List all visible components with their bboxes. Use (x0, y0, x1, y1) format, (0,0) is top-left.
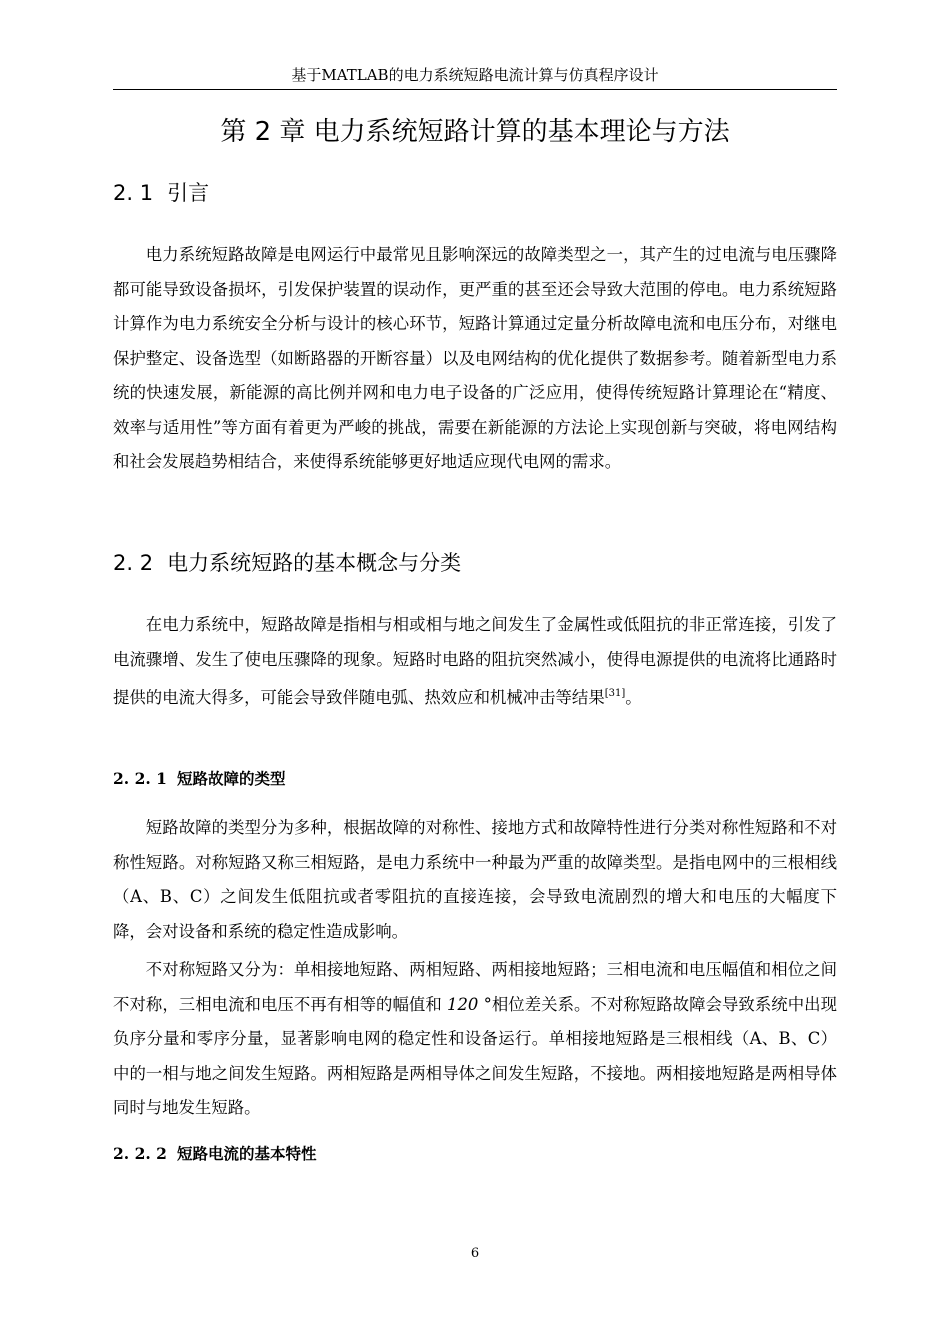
subsection-heading-2-2-1 (113, 767, 285, 791)
fault-types-text-cont: 相位差关系。不对称短路故障会导致系统中出现负序分量和零序分量，显著影响电网的稳定性和设备运行。单相接地短路是三根相线（A、B、C）中的一相与地之间发生短路。两相短路是两相导体之间发生短路，不接地。两相接地短路是两相导体同时与地发生短路。 (113, 994, 837, 1117)
fault-types-text: 不对称短路又分为：单相接地短路、两相短路、两相接地短路；三相电流和电压幅值和相位之间不对称，三相电流和电压不再有相等的幅值和 (113, 960, 837, 1014)
subsection-heading-2-2-2 (113, 1142, 316, 1166)
intro-paragraph: 电力系统短路故障是电网运行中最常见且影响深远的故障类型之一，其产生的过电流与电压骤降都可能导致设备损坏，引发保护装置的误动作，更严重的甚至还会导致大范围的停电。电力系统短路计算作为电力系统安全分析与设计的核心环节，短路计算通过定量分析故障电流和电压分布，对继电保护整定、设备选型（如断路器的开断容量）以及电网结构的优化提供了数据参考。随着新型电力系统的快速发展，新能源的高比例并网和电力电子设备的广泛应用，使得传统短路计算理论在“精度、效率与适用性”等方面有着更为严峻的挑战，需要在新能源的方法论上实现创新与突破，将电网结构和社会发展趋势相结合，来使得系统能够更好地适应现代电网的需求。 (113, 245, 837, 471)
section-heading-2-1 (113, 178, 209, 208)
chapter-title: 第 2 章 电力系统短路计算的基本理论与方法 (220, 117, 730, 147)
subsection-title: 短路电流的基本特性 (176, 1144, 317, 1163)
page-number: 6 (470, 1246, 480, 1261)
concept-paragraph (113, 608, 837, 716)
subsection-number: 2. 2. 2 (113, 1144, 167, 1163)
subsection-number: 2. 2. 1 (113, 769, 167, 788)
section-number: 2. 2 (113, 551, 154, 575)
running-header: 基于MATLAB的电力系统短路电流计算与仿真程序设计 (291, 66, 659, 84)
section-title: 引言 (167, 181, 210, 205)
subsection-title: 短路故障的类型 (176, 769, 286, 788)
concept-paragraph-end: 。 (625, 688, 642, 707)
section-number: 2. 1 (113, 181, 154, 205)
citation-ref[interactable]: [31] (604, 688, 626, 699)
fault-types-paragraph-2 (113, 953, 837, 1126)
phase-angle-math: 120 ° (447, 994, 492, 1014)
concept-paragraph-text: 在电力系统中，短路故障是指相与相或相与地之间发生了金属性或低阻抗的非正常连接，引发了电流骤增、发生了使电压骤降的现象。短路时电路的阻抗突然减小，使得电源提供的电流将比通路时提供的电流大得多，可能会导致伴随电弧、热效应和机械冲击等结果 (113, 615, 837, 707)
section-heading-2-2 (113, 548, 461, 578)
section-title: 电力系统短路的基本概念与分类 (167, 551, 462, 575)
fault-types-paragraph-1: 短路故障的类型分为多种，根据故障的对称性、接地方式和故障特性进行分类对称性短路和不对称性短路。对称短路又称三相短路，是电力系统中一种最为严重的故障类型。是指电网中的三根相线（A、B、C）之间发生低阻抗或者零阻抗的直接连接，会导致电流剧烈的增大和电压的大幅度下降，会对设备和系统的稳定性造成影响。 (113, 818, 837, 941)
header-rule (113, 89, 837, 90)
